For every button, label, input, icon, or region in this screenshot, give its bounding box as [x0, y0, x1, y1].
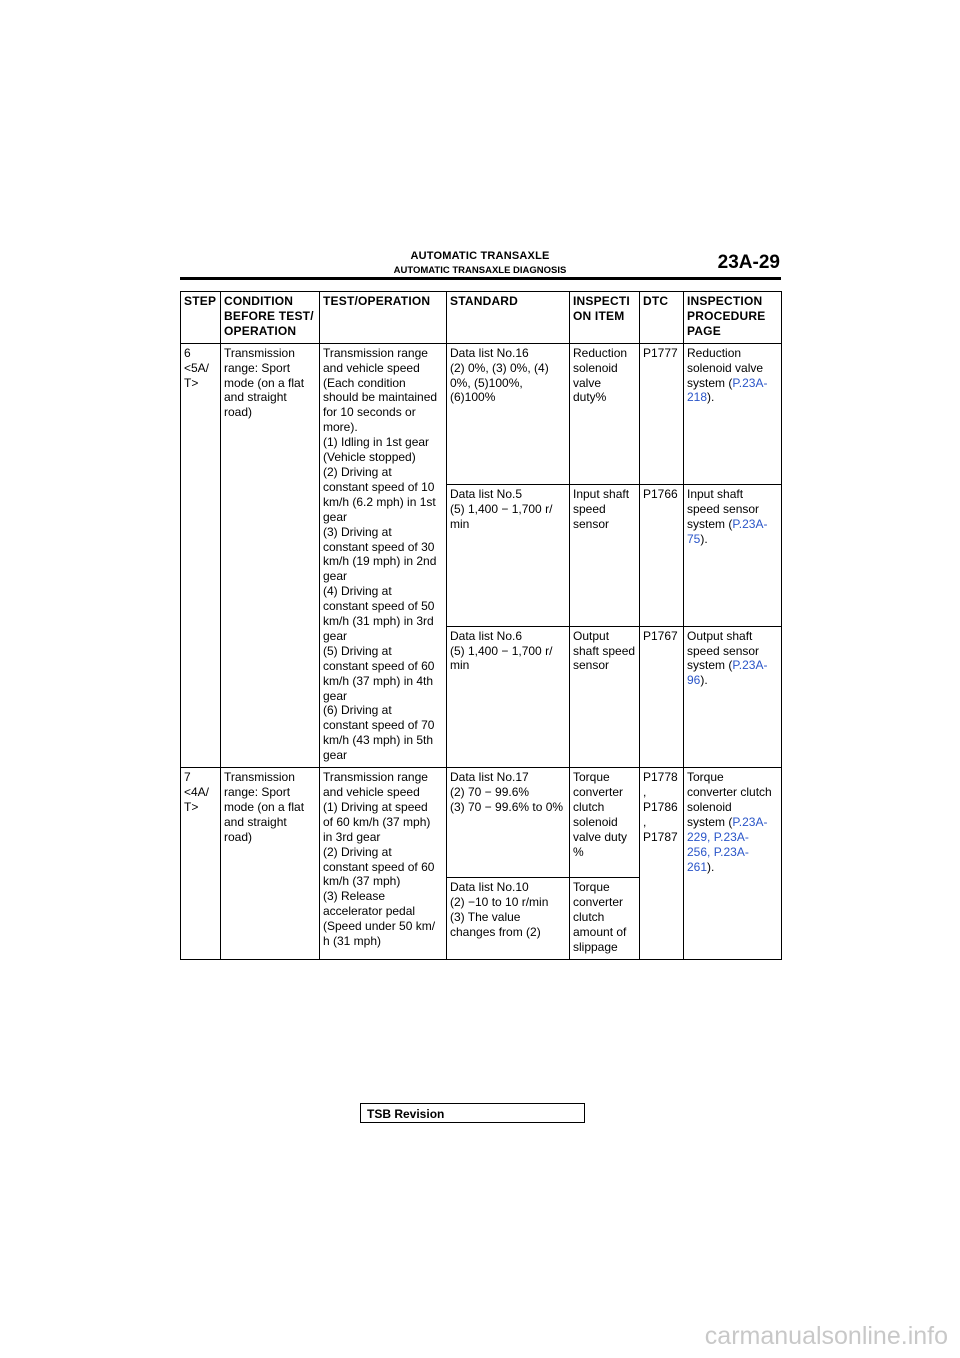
col-header-procedure: INSPECTION PROCEDURE PAGE — [684, 292, 782, 344]
procedure-cell: Input shaft speed sensor system (P.23A- 75). — [684, 485, 782, 626]
col-header-standard: STANDARD — [447, 292, 570, 344]
condition-cell: Transmission range: Sport mode (on a flat and straight road) — [221, 768, 320, 960]
dtc-cell: P1767 — [640, 626, 684, 767]
item-cell: Torque converter clutch amount of slippage — [570, 878, 640, 960]
procedure-cell: Reduction solenoid valve system (P.23A- 218). — [684, 343, 782, 484]
standard-cell: Data list No.16 (2) 0%, (3) 0%, (4) 0%, (5)100%, (6)100% — [447, 343, 570, 484]
condition-cell: Transmission range: Sport mode (on a flat and straight road) — [221, 343, 320, 767]
step-cell: 7 <4A/ T> — [181, 768, 221, 960]
table-row — [181, 768, 782, 878]
standard-cell: Data list No.10 (2) −10 to 10 r/min (3) The value changes from (2) — [447, 878, 570, 960]
procedure-cell: Output shaft speed sensor system (P.23A- 96). — [684, 626, 782, 767]
dtc-cell: P1766 — [640, 485, 684, 626]
page-number: 23A-29 — [717, 252, 780, 273]
procedure-link[interactable]: P.23A- 96 — [687, 658, 768, 688]
col-header-test: TEST/OPERATION — [320, 292, 447, 344]
standard-cell: Data list No.6 (5) 1,400 − 1,700 r/ min — [447, 626, 570, 767]
step-cell: 6 <5A/ T> — [181, 343, 221, 767]
item-cell: Torque converter clutch solenoid valve duty % — [570, 768, 640, 878]
dtc-cell: P1778 , P1786 , P1787 — [640, 768, 684, 960]
procedure-link[interactable]: P.23A- 229, P.23A- 256, P.23A- 261 — [687, 814, 768, 874]
col-header-condition: CONDITION BEFORE TEST/ OPERATION — [221, 292, 320, 344]
item-cell: Output shaft speed sensor — [570, 626, 640, 767]
tsb-revision-box: TSB Revision — [360, 1103, 585, 1123]
watermark: carmanualsonline.info — [704, 1322, 948, 1350]
diagnosis-table — [180, 291, 782, 960]
test-cell: Transmission range and vehicle speed (Each condition should be maintained for 10 seconds or more). (1) Idling in 1st gear (Vehicle stopped) (2) Driving at constant speed of 10 km/h (6.2 mph) in 1st gear (3) Driving at constant speed of 30 km/h (19 mph) in 2nd gear (4) Driving at constant speed of 50 km/h (31 mph) in 3rd gear (5) Driving at constant speed of 60 km/h (37 mph) in 4th gear (6) Driving at constant speed of 70 km/h (43 mph) in 5th gear — [320, 343, 447, 767]
procedure-cell: Torque converter clutch solenoid system (P.23A- 229, P.23A- 256, P.23A- 261). — [684, 768, 782, 960]
col-header-dtc: DTC — [640, 292, 684, 344]
dtc-cell: P1777 — [640, 343, 684, 484]
section-title: AUTOMATIC TRANSAXLE — [410, 250, 550, 262]
table-row — [181, 343, 782, 484]
table-header-row — [181, 292, 782, 344]
standard-cell: Data list No.5 (5) 1,400 − 1,700 r/ min — [447, 485, 570, 626]
col-header-item: INSPECTI ON ITEM — [570, 292, 640, 344]
test-cell: Transmission range and vehicle speed (1) Driving at speed of 60 km/h (37 mph) in 3rd gear (2) Driving at constant speed of 60 km/h (37 mph) (3) Release accelerator pedal (Speed under 50 km/ h (31 mph) — [320, 768, 447, 960]
procedure-link[interactable]: P.23A- 75 — [687, 516, 768, 546]
item-cell: Input shaft speed sensor — [570, 485, 640, 626]
standard-cell: Data list No.17 (2) 70 − 99.6% (3) 70 − 99.6% to 0% — [447, 768, 570, 878]
header-rule — [180, 277, 781, 280]
procedure-link[interactable]: P.23A- 218 — [687, 375, 768, 405]
section-subtitle: AUTOMATIC TRANSAXLE DIAGNOSIS — [393, 265, 567, 276]
col-header-step: STEP — [181, 292, 221, 344]
item-cell: Reduction solenoid valve duty% — [570, 343, 640, 484]
